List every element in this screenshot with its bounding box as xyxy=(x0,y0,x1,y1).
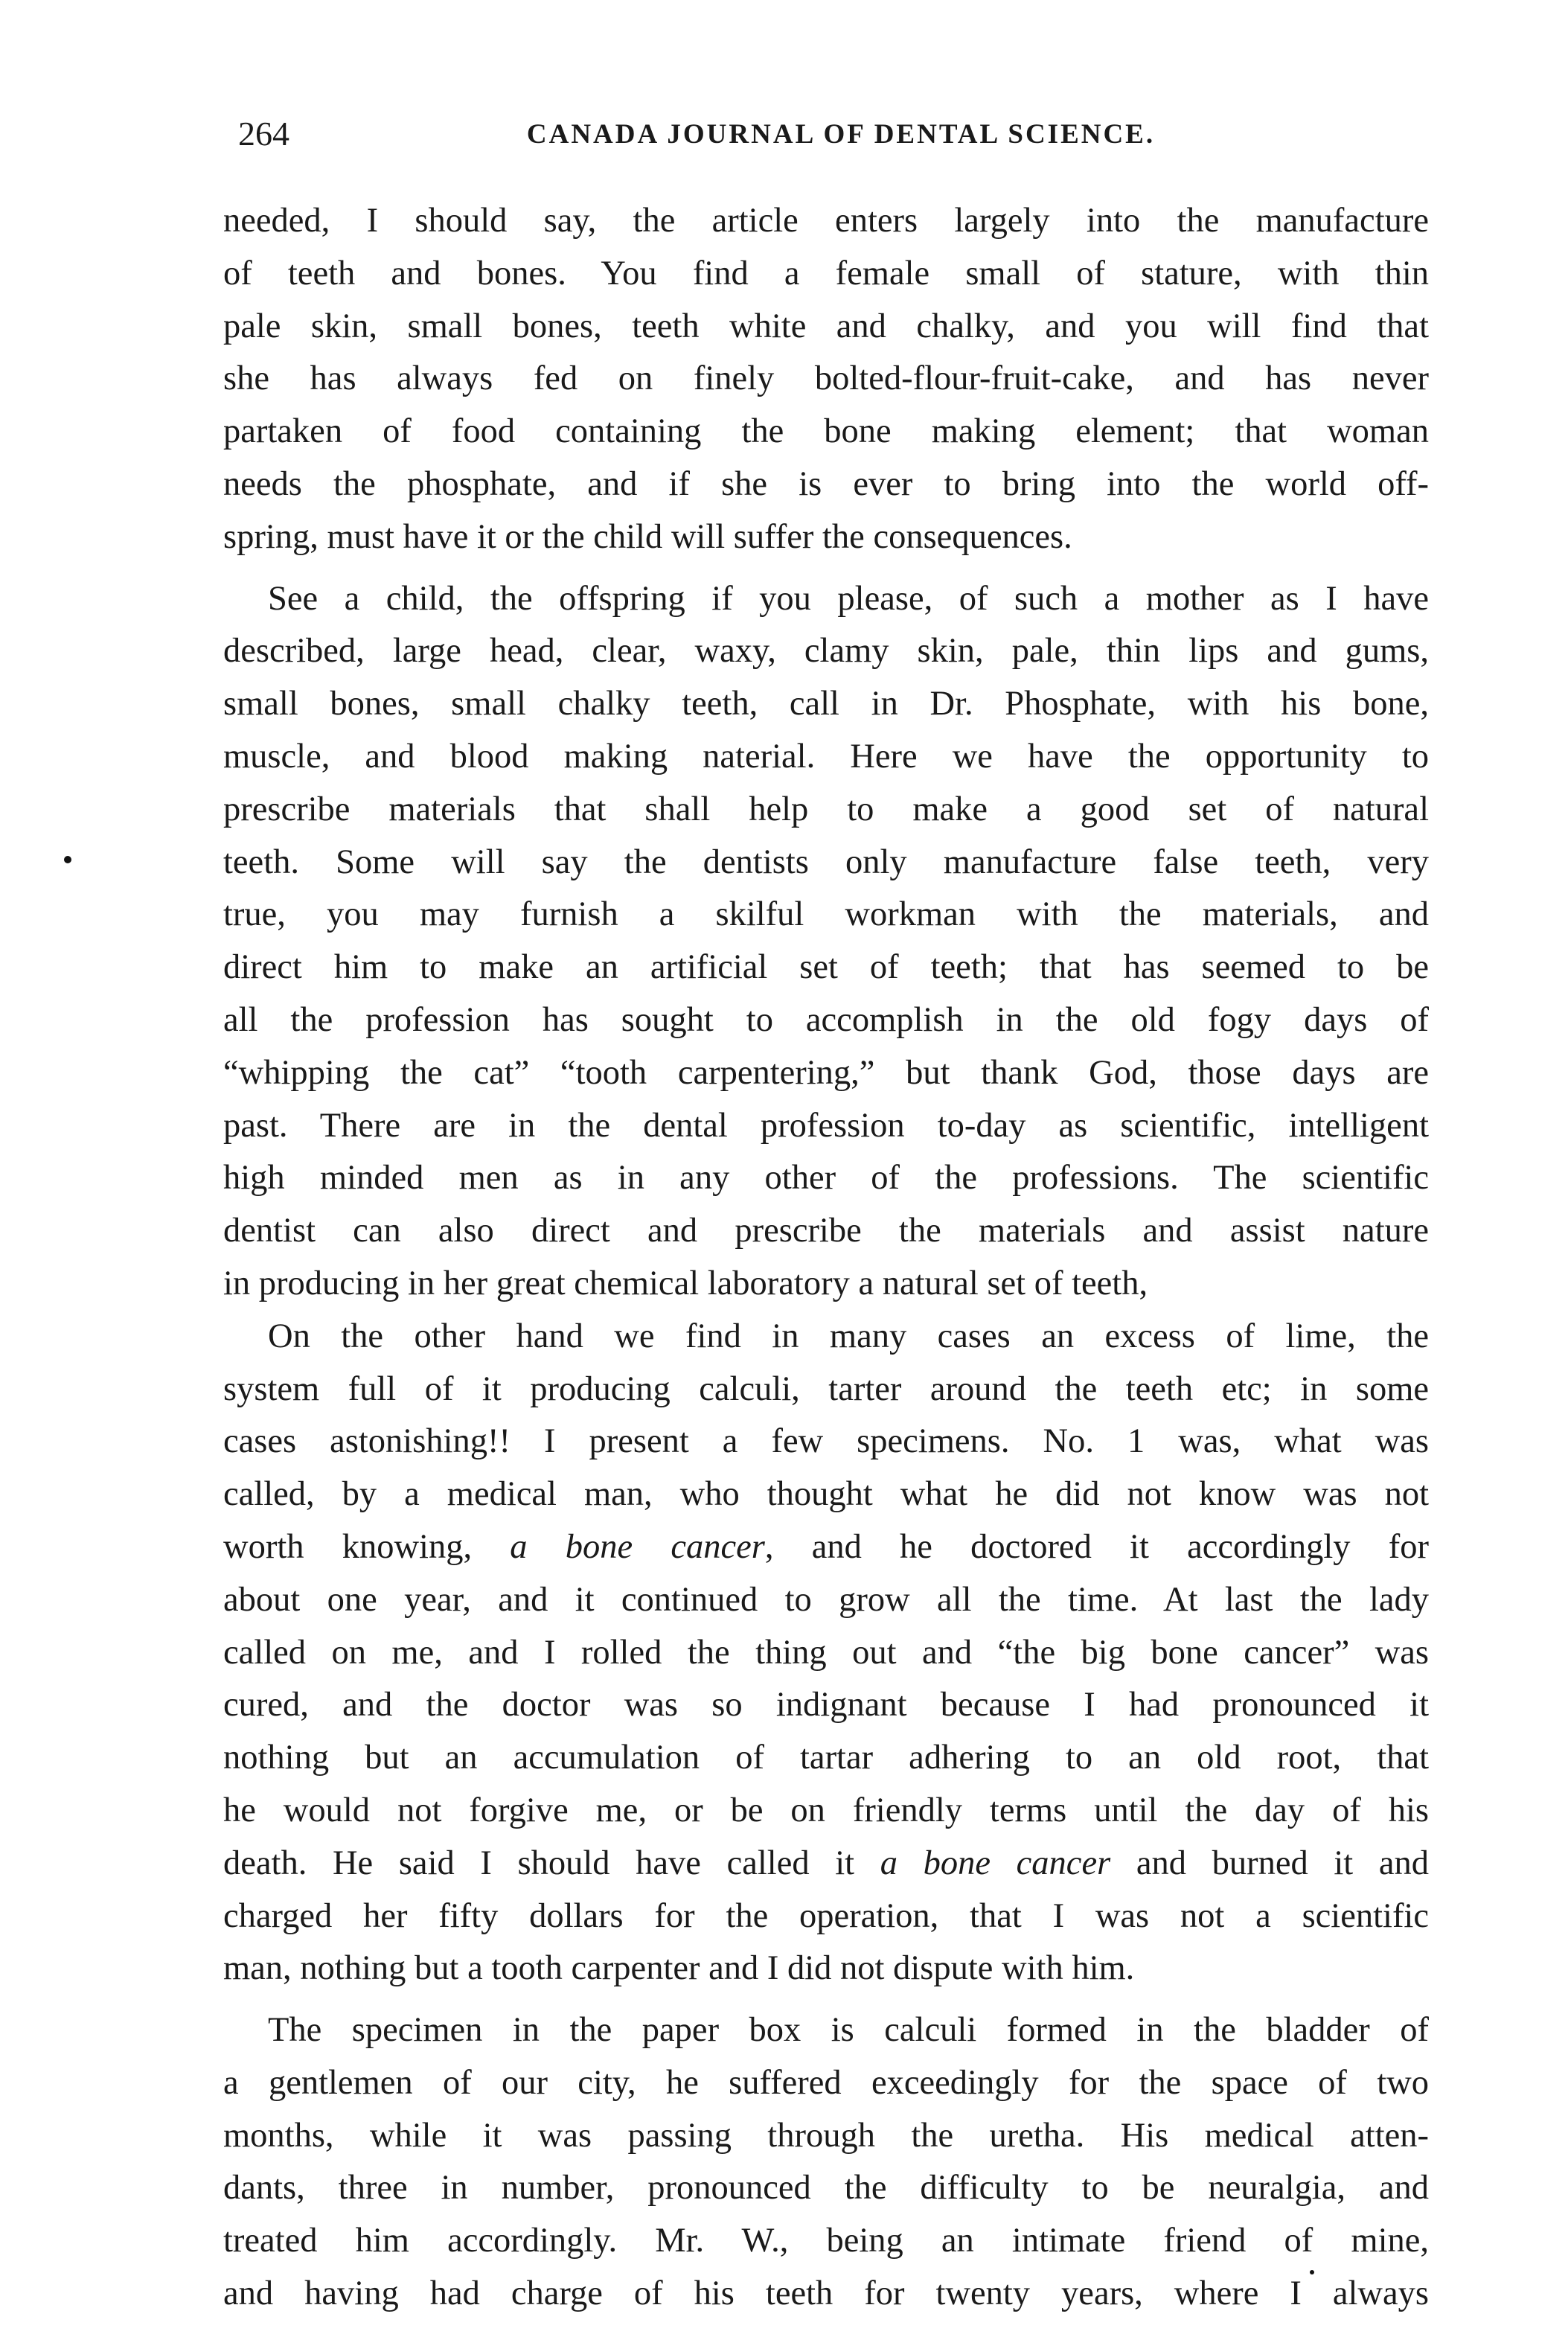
text-line: death. He said I should have called it a bone cancer and burned it and xyxy=(223,1844,1430,1882)
text-line: On the other hand we find in many cases an excess of lime, the xyxy=(268,1317,1429,1355)
text-line: pale skin, small bones, teeth white and chalky, and you will find that xyxy=(223,307,1429,345)
italic-phrase: a bone cancer xyxy=(510,1527,765,1566)
text-line: true, you may furnish a skilful workman with the materials, and xyxy=(223,895,1429,934)
text-line: dants, three in number, pronounced the difficulty to be neuralgia, and xyxy=(223,2169,1429,2207)
italic-phrase: a bone cancer xyxy=(880,1844,1111,1882)
text-line: The specimen in the paper box is calculi formed in the bladder of xyxy=(268,2011,1429,2050)
text-line: of teeth and bones. You find a female small of stature, with thin xyxy=(223,254,1429,292)
text-line: high minded men as in any other of the professions. The scientific xyxy=(223,1159,1429,1198)
text-line: treated him accordingly. Mr. W., being an intimate friend of mine, xyxy=(223,2222,1429,2260)
margin-speck xyxy=(64,856,71,863)
paragraph-4 xyxy=(223,2004,1429,2321)
text-line: charged her fifty dollars for the operation, that I was not a scientific xyxy=(223,1896,1429,1935)
text-line: a gentlemen of our city, he suffered exceedingly for the space of two xyxy=(223,2063,1429,2102)
text-line: muscle, and blood making naterial. Here we have the opportunity to xyxy=(223,737,1429,776)
text-line: and having had charge of his teeth for twenty years, where I always xyxy=(223,2274,1429,2313)
text-line: past. There are in the dental profession to-day as scientific, intelligent xyxy=(223,1106,1429,1145)
text-line: needed, I should say, the article enters largely into the manufacture xyxy=(223,202,1429,240)
margin-speck xyxy=(1310,2270,1314,2274)
paragraph-2 xyxy=(223,573,1429,1311)
text-line: direct him to make an artificial set of teeth; that has seemed to be xyxy=(223,948,1429,987)
text-line: cases astonishing!! I present a few specimens. No. 1 was, what was xyxy=(223,1422,1429,1461)
text-line: called, by a medical man, who thought what he did not know was not xyxy=(223,1475,1429,1514)
text-line: dentist can also direct and prescribe the materials and assist nature xyxy=(223,1212,1429,1250)
text-line: small bones, small chalky teeth, call in Dr. Phosphate, with his bone, xyxy=(223,685,1429,723)
text-line: partaken of food containing the bone making element; that woman xyxy=(223,412,1429,451)
journal-title: CANADA JOURNAL OF DENTAL SCIENCE. xyxy=(526,119,1156,150)
article-body xyxy=(223,195,1429,2321)
text-line: called on me, and I rolled the thing out and “the big bone cancer” was xyxy=(223,1633,1429,1672)
text-line: about one year, and it continued to grow all the time. At last the lady xyxy=(223,1580,1429,1619)
page-number: 264 xyxy=(238,115,289,153)
text-line: all the profession has sought to accomplish in the old fogy days of xyxy=(223,1000,1429,1039)
paragraph-3 xyxy=(223,1311,1429,1995)
text-line: months, while it was passing through the uretha. His medical atten- xyxy=(223,2116,1429,2155)
text-line: she has always fed on finely bolted-flour-fruit-cake, and has never xyxy=(223,359,1429,398)
text-line: spring, must have it or the child will suffer the consequences. xyxy=(223,517,1072,556)
text-line: man, nothing but a tooth carpenter and I did not dispute with him. xyxy=(223,1949,1135,1988)
text-line: teeth. Some will say the dentists only manufacture false teeth, very xyxy=(223,843,1429,881)
text-line: nothing but an accumulation of tartar adhering to an old root, that xyxy=(223,1739,1429,1777)
text-line: prescribe materials that shall help to make a good set of natural xyxy=(223,790,1429,828)
text-line: See a child, the offspring if you please, of such a mother as I have xyxy=(268,579,1429,618)
text-line: cured, and the doctor was so indignant because I had pronounced it xyxy=(223,1686,1429,1724)
text-line: he would not forgive me, or be on friendly terms until the day of his xyxy=(223,1791,1429,1829)
text-line: system full of it producing calculi, tarter around the teeth etc; in some xyxy=(223,1369,1429,1408)
paragraph-1 xyxy=(223,195,1429,564)
text-line: needs the phosphate, and if she is ever to bring into the world off- xyxy=(223,464,1429,503)
text-line: described, large head, clear, waxy, clamy skin, pale, thin lips and gums, xyxy=(223,632,1429,671)
text-line: in producing in her great chemical laboratory a natural set of teeth, xyxy=(223,1264,1148,1302)
running-head xyxy=(238,112,1444,164)
text-line: “whipping the cat” “tooth carpentering,” but thank God, those days are xyxy=(223,1053,1429,1092)
text-line: worth knowing, a bone cancer, and he doctored it accordingly for xyxy=(223,1527,1429,1566)
